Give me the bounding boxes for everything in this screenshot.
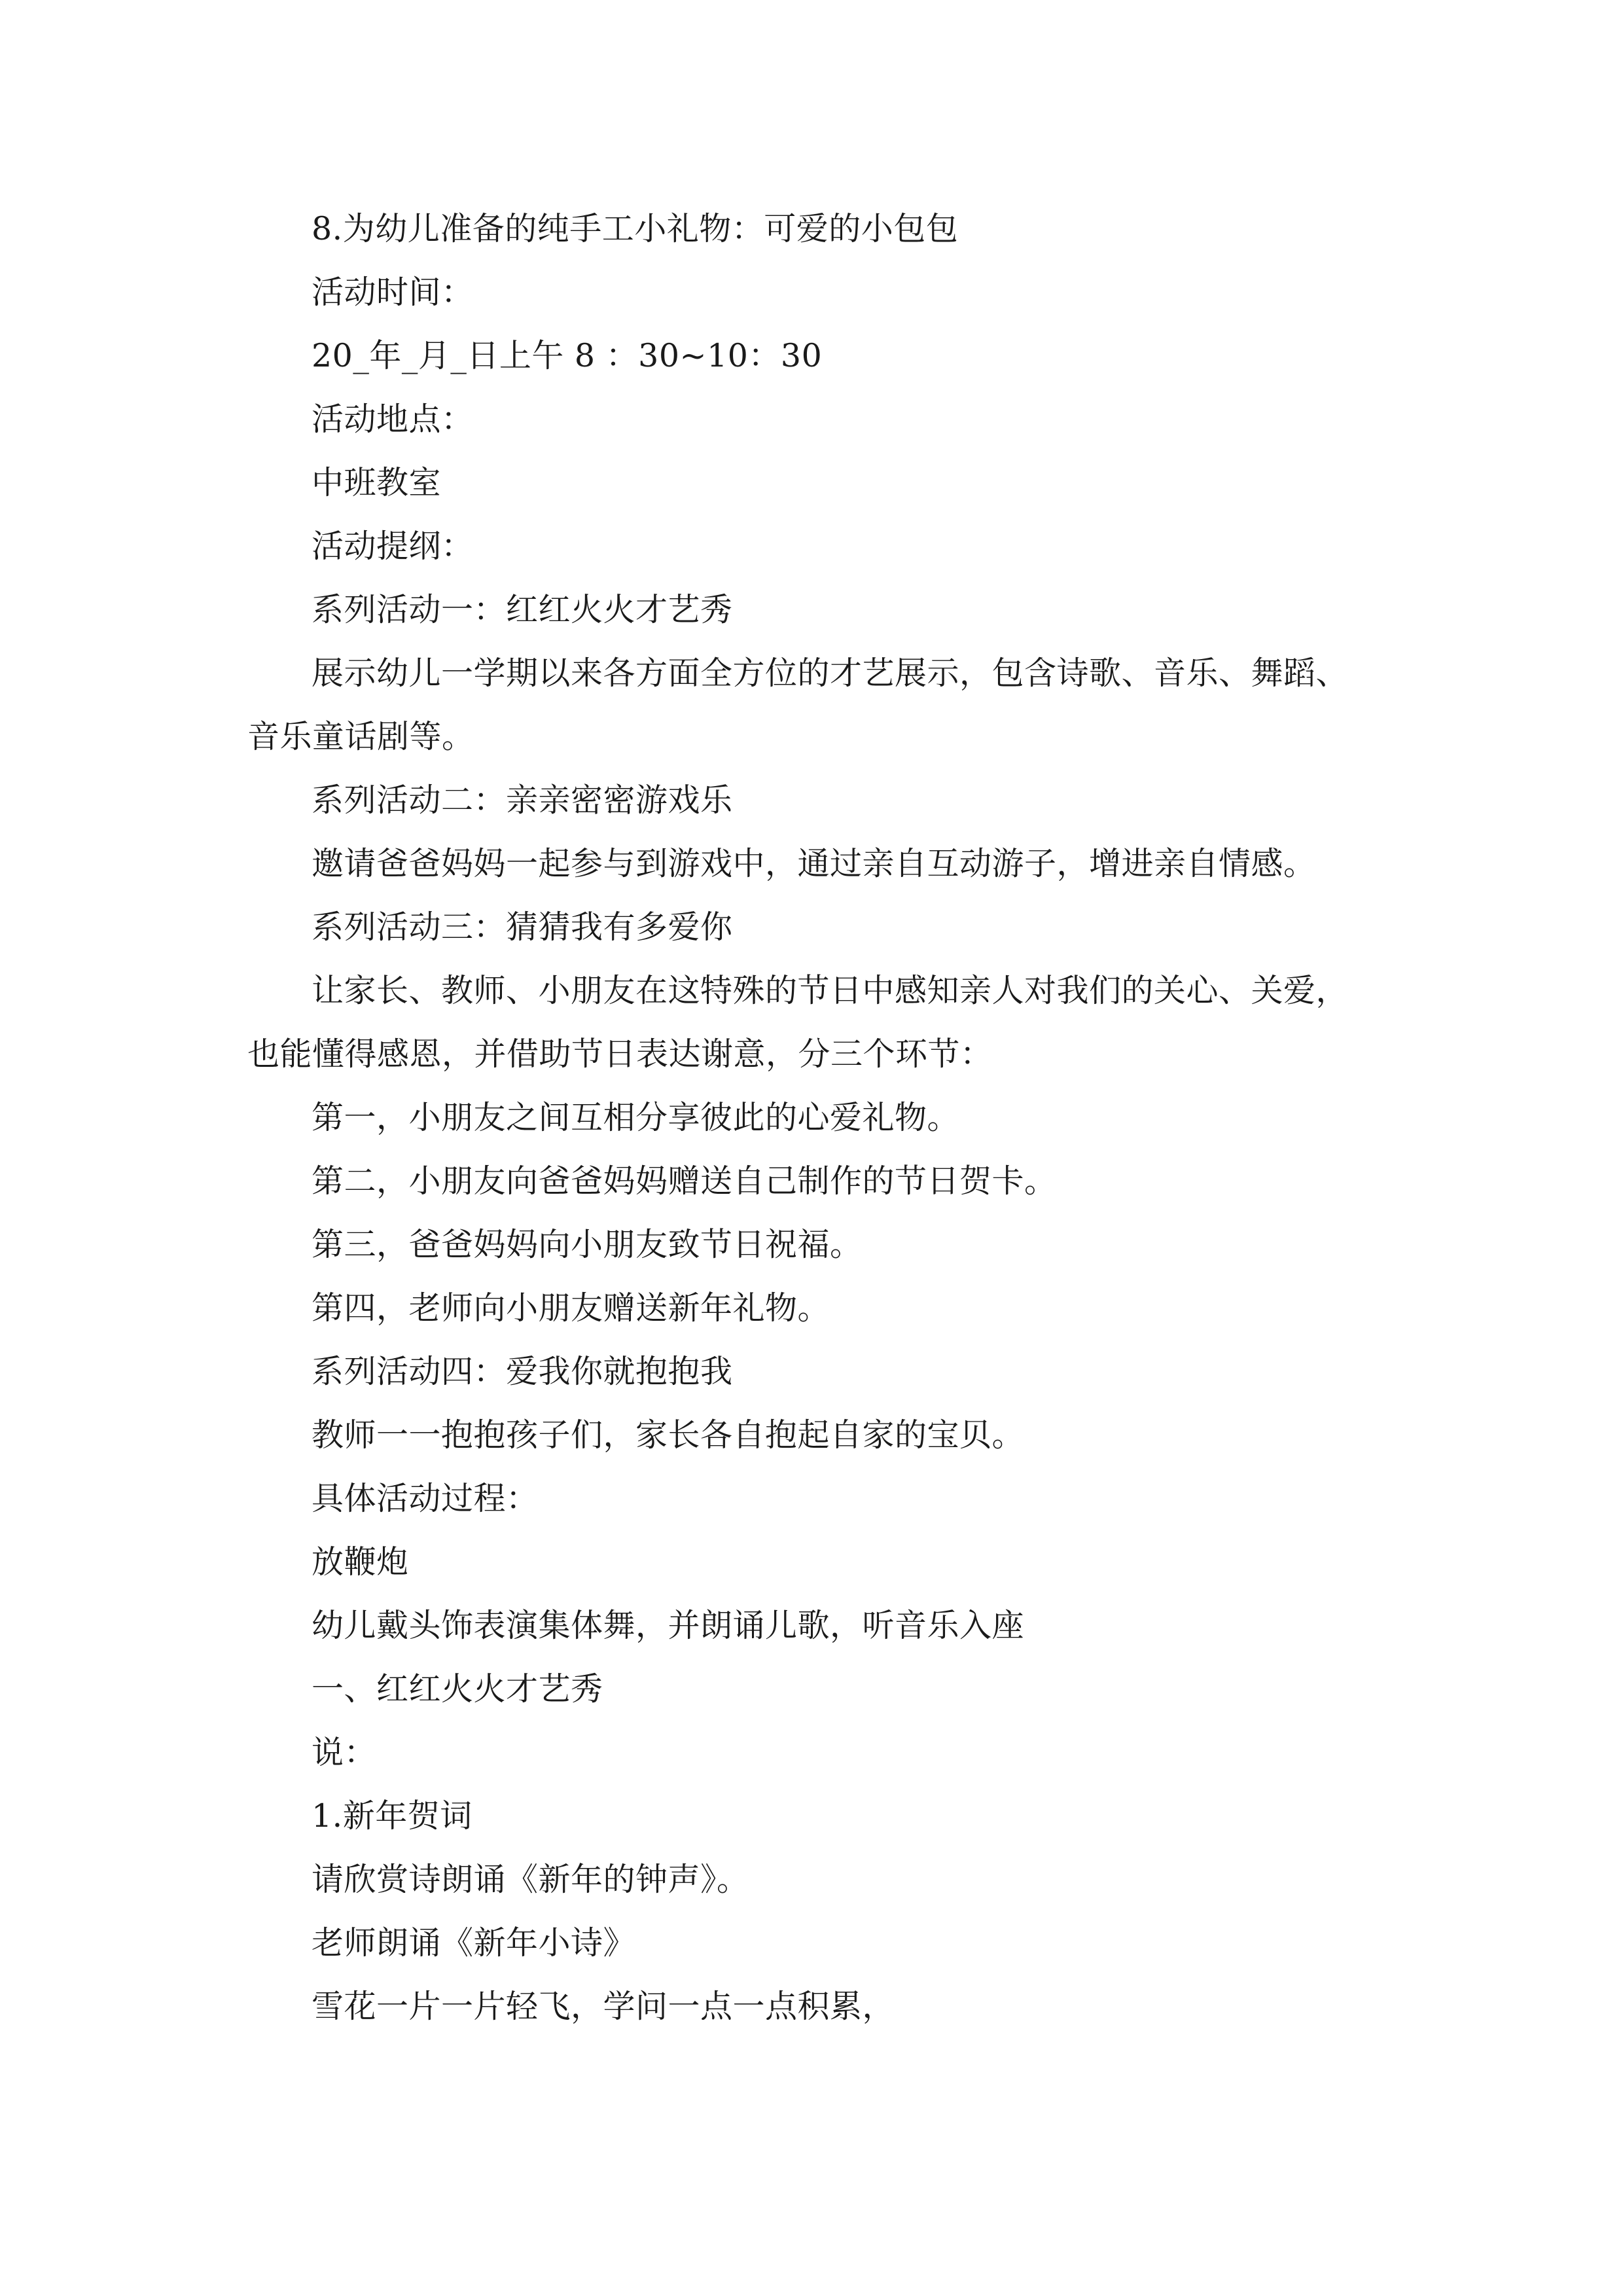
paragraph-series-three-body: 让家长、教师、小朋友在这特殊的节日中感知亲人对我们的关心、关爱，也能懂得感恩，并借助节日表达谢意，分三个环节： [247, 972, 1349, 1073]
paragraph-gift-item: 8.为幼儿准备的纯手工小礼物：可爱的小包包 [312, 210, 959, 247]
paragraph-section-one-heading: 一、红红火火才艺秀 [312, 1670, 603, 1708]
paragraph-activity-location-value: 中班教室 [312, 464, 442, 501]
paragraph-activity-time-label: 活动时间： [312, 274, 474, 311]
paragraph-series-one-body: 展示幼儿一学期以来各方面全方位的才艺展示，包含诗歌、音乐、舞蹈、音乐童话剧等。 [247, 655, 1349, 755]
paragraph-series-two-title: 系列活动二：亲亲密密游戏乐 [312, 781, 733, 819]
paragraph-step-four: 第四，老师向小朋友赠送新年礼物。 [312, 1289, 830, 1327]
paragraph-series-two-body: 邀请爸爸妈妈一起参与到游戏中，通过亲自互动游子，增进亲自情感。 [312, 845, 1316, 882]
paragraph-teacher-recital: 老师朗诵《新年小诗》 [312, 1924, 636, 1962]
paragraph-poem-line: 雪花一片一片轻飞，学问一点一点积累， [312, 1988, 895, 2025]
paragraph-series-three-title: 系列活动三：猜猜我有多爱你 [312, 908, 733, 946]
paragraph-step-two: 第二，小朋友向爸爸妈妈赠送自己制作的节日贺卡。 [312, 1162, 1057, 1200]
paragraph-poem-recital: 请欣赏诗朗诵《新年的钟声》。 [312, 1861, 749, 1898]
paragraph-series-four-title: 系列活动四：爱我你就抱抱我 [312, 1353, 733, 1390]
paragraph-step-three: 第三，爸爸妈妈向小朋友致节日祝福。 [312, 1226, 863, 1263]
paragraph-outline-label: 活动提纲： [312, 528, 474, 565]
paragraph-new-year-greeting: 1.新年贺词 [312, 1797, 473, 1835]
paragraph-step-one: 第一，小朋友之间互相分享彼此的心爱礼物。 [312, 1099, 960, 1136]
paragraph-series-one-title: 系列活动一：红红火火才艺秀 [312, 591, 733, 628]
document-body [247, 197, 1380, 2038]
paragraph-activity-location-label: 活动地点： [312, 401, 474, 438]
paragraph-activity-time-value: 20_年_月_日上午 8 ：30~10：30 [312, 337, 823, 374]
paragraph-say: 说： [312, 1734, 377, 1771]
paragraph-firecrackers: 放鞭炮 [312, 1543, 409, 1581]
paragraph-process-label: 具体活动过程： [312, 1480, 539, 1517]
paragraph-series-four-body: 教师一一抱抱孩子们，家长各自抱起自家的宝贝。 [312, 1416, 1025, 1454]
paragraph-group-dance: 幼儿戴头饰表演集体舞，并朗诵儿歌，听音乐入座 [312, 1607, 1025, 1644]
